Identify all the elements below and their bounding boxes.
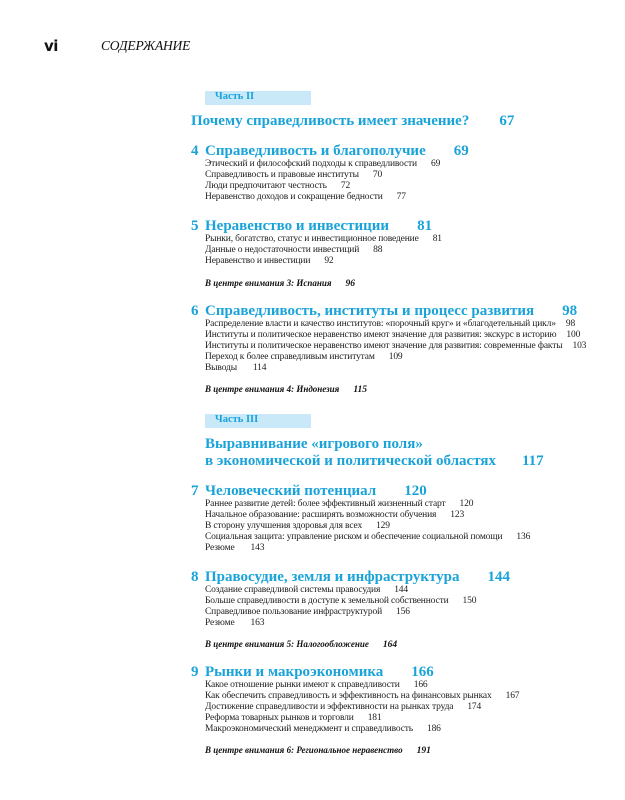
chapter-5-page: 81: [417, 218, 433, 234]
toc-item-page: 136: [516, 532, 531, 542]
toc-item[interactable]: [205, 713, 382, 723]
toc-item-page: 114: [252, 363, 267, 373]
part-3-page: 117: [521, 453, 544, 469]
toc-item[interactable]: [205, 702, 481, 712]
toc-item[interactable]: [205, 607, 410, 617]
toc-item-title: Как обеспечить справедливость и эффективность на финансовых рынках: [205, 691, 492, 701]
part-2-title: Почему справедливость имеет значение?: [191, 113, 470, 129]
toc-item[interactable]: [205, 181, 350, 191]
chapter-9-title: Рынки и макроэкономика: [205, 664, 384, 680]
toc-item[interactable]: [205, 256, 334, 266]
part-3-title-line-2: в экономической и политической областях: [205, 453, 496, 469]
chapter-4-page: 69: [453, 143, 469, 159]
spotlight-page: 191: [416, 746, 431, 756]
part-2-label: Часть II: [215, 91, 255, 102]
toc-item-page: 103: [572, 341, 587, 351]
toc-item[interactable]: [205, 532, 530, 542]
toc-item-title: Справедливость и правовые институты: [205, 170, 359, 180]
toc-item-title: Институты и политическое неравенство имеют значение для развития: современные факты: [205, 341, 563, 351]
toc-item[interactable]: [205, 499, 473, 509]
toc-item[interactable]: [205, 363, 266, 373]
part-3-title-line-1: Выравнивание «игрового поля»: [205, 436, 423, 452]
chapter-8-title-row[interactable]: [205, 569, 510, 586]
toc-item-page: 144: [394, 585, 409, 595]
chapter-9-page: 166: [411, 664, 434, 680]
chapter-9-title-row[interactable]: [205, 664, 434, 681]
part-2-title-row[interactable]: [191, 113, 514, 130]
toc-item[interactable]: [205, 319, 575, 329]
toc-item-title: Распределение власти и качество институтов: «порочный круг» и «благодетельный цикл»: [205, 319, 556, 329]
toc-item[interactable]: [205, 543, 264, 553]
running-title: СОДЕРЖАНИЕ: [101, 38, 191, 53]
chapter-4-number: 4: [191, 143, 199, 159]
toc-item-title: Данные о недостаточности инвестиций: [205, 245, 360, 255]
page-number: vi: [44, 37, 58, 55]
toc-item-title: Начальное образование: расширять возможности обучения: [205, 510, 437, 520]
chapter-9-number: 9: [191, 664, 199, 680]
chapter-6-number: 6: [191, 303, 199, 319]
spotlight-row[interactable]: [205, 639, 397, 650]
chapter-5-title-row[interactable]: [205, 218, 432, 235]
chapter-8-title: Правосудие, земля и инфраструктура: [205, 569, 460, 585]
toc-item-title: Этический и философский подходы к справедливости: [205, 159, 417, 169]
toc-item-page: 120: [459, 499, 474, 509]
toc-item-title: Резюме: [205, 543, 235, 553]
toc-item-page: 100: [566, 330, 581, 340]
toc-item-title: Достижение справедливости и эффективности на рынках труда: [205, 702, 454, 712]
chapter-4-title: Справедливость и благополучие: [205, 143, 426, 159]
spotlight-title: В центре внимания 5: Налогообложение: [205, 639, 369, 649]
toc-item[interactable]: [205, 618, 264, 628]
toc-item[interactable]: [205, 352, 403, 362]
toc-item[interactable]: [205, 691, 519, 701]
spotlight-page: 164: [382, 640, 398, 650]
chapter-6-page: 98: [562, 303, 578, 319]
toc-item-page: 81: [432, 234, 442, 244]
toc-item-title: Институты и политическое неравенство имеют значение для развития: экскурс в историю: [205, 330, 557, 340]
spotlight-row[interactable]: [205, 278, 355, 289]
part-3-label-box: [205, 414, 311, 428]
toc-item[interactable]: [205, 192, 406, 202]
toc-item-title: Макроэкономический менеджмент и справедливость: [205, 724, 413, 734]
toc-item[interactable]: [205, 521, 390, 531]
toc-item-title: Раннее развитие детей: более эффективный жизненный старт: [205, 499, 446, 509]
toc-item-page: 163: [250, 618, 265, 628]
toc-item-page: 69: [430, 159, 441, 169]
chapter-6-title-row[interactable]: [205, 303, 577, 320]
toc-item-title: Резюме: [205, 618, 235, 628]
toc-item-page: 174: [467, 702, 482, 712]
toc-item-title: Справедливое пользование инфраструктурой: [205, 607, 383, 617]
spotlight-page: 96: [345, 279, 355, 289]
toc-item-page: 109: [388, 352, 403, 362]
spotlight-row[interactable]: [205, 745, 431, 756]
toc-item-title: Переход к более справедливым институтам: [205, 352, 375, 362]
toc-item-page: 77: [396, 192, 406, 202]
chapter-7-page: 120: [404, 483, 427, 499]
toc-item[interactable]: [205, 596, 476, 606]
toc-item[interactable]: [205, 341, 586, 351]
toc-item-title: В сторону улучшения здоровья для всех: [205, 521, 363, 531]
toc-item-title: Люди предпочитают честность: [205, 181, 327, 191]
toc-item-title: Какое отношение рынки имеют к справедливости: [205, 680, 400, 690]
toc-item[interactable]: [205, 724, 441, 734]
toc-item-title: Неравенство и инвестиции: [205, 256, 311, 266]
chapter-7-number: 7: [191, 483, 199, 499]
chapter-5-number: 5: [191, 218, 199, 234]
toc-item-page: 98: [565, 319, 576, 329]
spotlight-page: 115: [353, 385, 368, 395]
toc-item-page: 123: [450, 510, 465, 520]
chapter-8-number: 8: [191, 569, 199, 585]
part-3-label: Часть III: [215, 414, 259, 425]
part-3-title-row[interactable]: [205, 453, 544, 470]
toc-item-page: 167: [505, 691, 520, 701]
chapter-8-page: 144: [487, 569, 511, 585]
chapter-6-title: Справедливость, институты и процесс развития: [205, 303, 535, 319]
toc-item-page: 143: [250, 543, 265, 553]
toc-item[interactable]: [205, 159, 440, 169]
toc-item-title: Социальная защита: управление риском и обеспечение социальной помощи: [205, 532, 503, 542]
spotlight-row[interactable]: [205, 384, 367, 395]
spotlight-title: В центре внимания 6: Региональное неравенство: [205, 745, 403, 755]
toc-item-page: 181: [367, 713, 382, 723]
toc-item[interactable]: [205, 585, 408, 595]
chapter-7-title: Человеческий потенциал: [205, 483, 377, 499]
toc-item-page: 129: [376, 521, 390, 531]
toc-item-page: 166: [413, 680, 428, 690]
toc-item[interactable]: [205, 234, 442, 244]
toc-item[interactable]: [205, 170, 382, 180]
toc-item-title: Рынки, богатство, статус и инвестиционное поведение: [205, 234, 419, 244]
toc-item-title: Больше справедливости в доступе к земельной собственности: [205, 596, 449, 606]
toc-item-title: Реформа товарных рынков и торговли: [205, 713, 354, 723]
toc-item-title: Создание справедливой системы правосудия: [205, 585, 381, 595]
toc-item[interactable]: [205, 245, 382, 255]
toc-item-page: 150: [462, 596, 477, 606]
toc-item-page: 186: [426, 724, 441, 734]
toc-item-title: Выводы: [205, 363, 237, 373]
toc-item[interactable]: [205, 330, 580, 340]
toc-item[interactable]: [205, 680, 428, 690]
chapter-7-title-row[interactable]: [205, 483, 427, 500]
toc-item[interactable]: [205, 510, 464, 520]
part-2-page: 67: [499, 113, 515, 129]
toc-item-page: 156: [396, 607, 410, 617]
chapter-5-title: Неравенство и инвестиции: [205, 218, 390, 234]
toc-item-page: 72: [340, 181, 351, 191]
toc-item-page: 92: [324, 256, 334, 266]
spotlight-title: В центре внимания 3: Испания: [205, 278, 332, 288]
spotlight-title: В центре внимания 4: Индонезия: [205, 384, 340, 394]
toc-item-page: 88: [373, 245, 383, 255]
part-2-label-box: [205, 91, 311, 105]
toc-item-page: 70: [372, 170, 383, 180]
toc-item-title: Неравенство доходов и сокращение бедности: [205, 192, 383, 202]
chapter-4-title-row[interactable]: [205, 143, 469, 160]
